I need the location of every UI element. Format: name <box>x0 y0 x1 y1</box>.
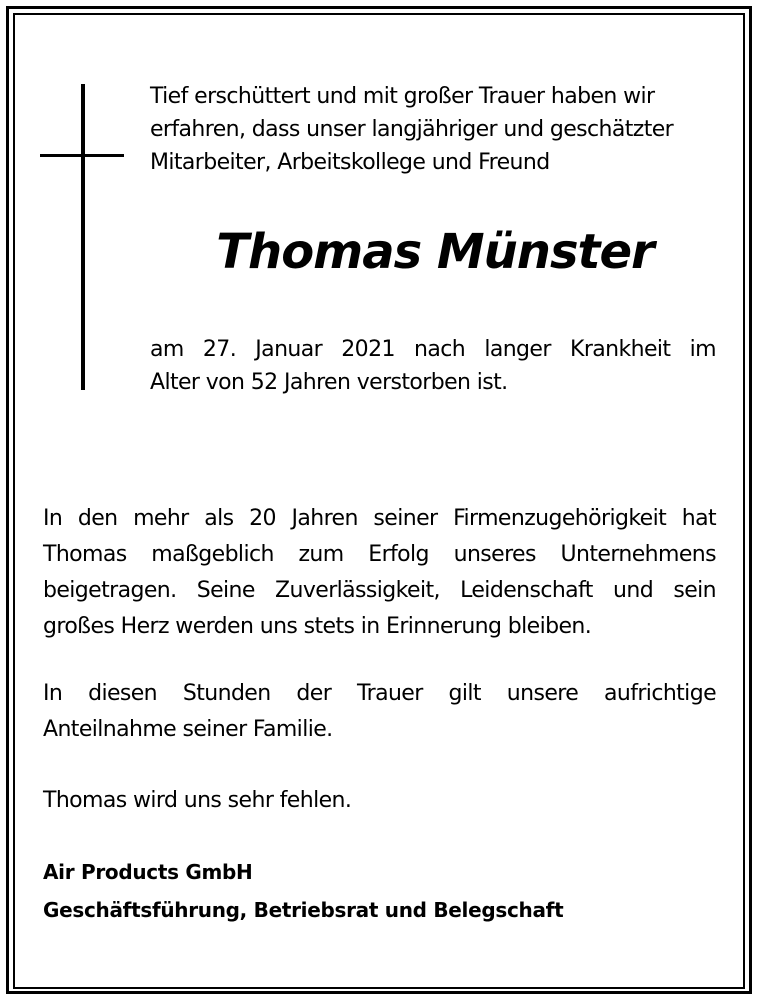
deceased-name: Thomas Münster <box>216 224 654 280</box>
tribute-line: beigetragen. Seine Zuverlässigkeit, Leidenschaft und sein <box>43 578 716 603</box>
death-line: am 27. Januar 2021 nach langer Krankheit im <box>150 337 716 362</box>
tribute-paragraph <box>43 501 716 645</box>
tribute-line: In den mehr als 20 Jahren seiner Firmenzugehörigkeit hat <box>43 506 716 531</box>
intro-line: Mitarbeiter, Arbeitskollege und Freund <box>150 150 550 175</box>
condolence-line: In diesen Stunden der Trauer gilt unsere aufrichtige <box>43 681 716 706</box>
tribute-line: Thomas maßgeblich zum Erfolg unseres Unternehmens <box>43 542 716 567</box>
intro-line: Tief erschüttert und mit großer Trauer haben wir <box>150 84 655 109</box>
signature-block <box>43 853 563 929</box>
death-notice-text <box>150 333 716 399</box>
signature-company: Air Products GmbH <box>43 860 253 884</box>
closing-paragraph <box>43 783 716 819</box>
cross-icon-horizontal-bar <box>40 154 124 157</box>
tribute-line: großes Herz werden uns stets in Erinnerung bleiben. <box>43 614 592 639</box>
signature-signatories: Geschäftsführung, Betriebsrat und Belegschaft <box>43 898 564 922</box>
cross-icon-vertical-bar <box>81 84 85 390</box>
closing-line: Thomas wird uns sehr fehlen. <box>43 788 352 813</box>
condolence-line: Anteilnahme seiner Familie. <box>43 717 333 742</box>
intro-line: erfahren, dass unser langjähriger und geschätzter <box>150 117 674 142</box>
condolence-paragraph <box>43 676 716 748</box>
death-line: Alter von 52 Jahren verstorben ist. <box>150 370 508 395</box>
intro-text <box>150 80 720 179</box>
